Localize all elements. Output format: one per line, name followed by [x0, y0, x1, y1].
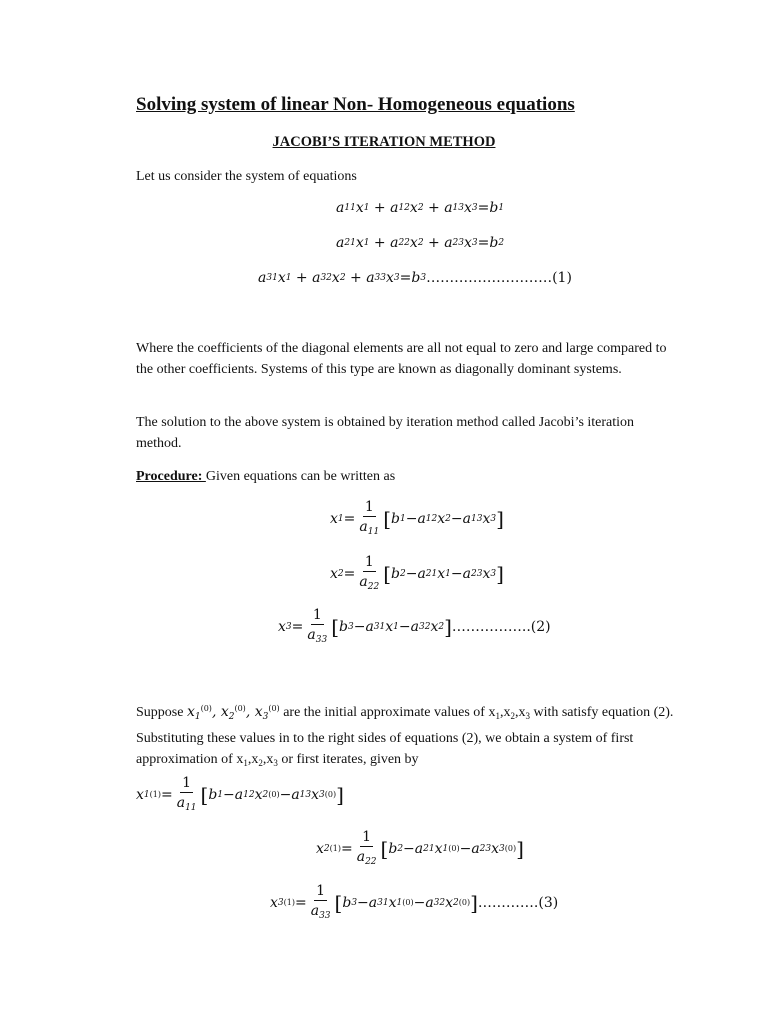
fraction-numerator: 1	[182, 775, 192, 791]
fraction-numerator: 1	[312, 607, 322, 623]
equation-x3: x 3 = $\frac{1}{a_{33}}$ [ b 3 − a 31 x 1 − a 32 x 2 ] ……………..(2)	[278, 607, 551, 645]
procedure-line	[136, 466, 676, 487]
suppose-rest: are the initial approximate values of	[279, 705, 489, 720]
paragraph-suppose: Suppose $x_1^{(0)}$, $x_2^{(0)}$, $x_3^{(0)}$ are the initial approximate values of $x_1,x_2,x_3$ with satisfy equation (2). Substituting these values in to the right sides of equations (2), we obtain a system of first approximation of $x_1,x_2,x_3$ or first iterates, given by	[136, 704, 674, 768]
fraction-numerator: 1	[362, 829, 372, 845]
suppose-tail: with satisfy equation (2). Substituting these values in to the right sides of equations (2), we obtain a system of first approximation of	[136, 705, 674, 767]
equation-x3-first-iterate: x 3 (1) = $\frac{1}{a_{33}}$ [ b 3 − a 31 x 1 (0) − a 32 x 2 (0) ] ………….(3)	[270, 883, 559, 921]
fraction-numerator: 1	[364, 499, 374, 515]
procedure-label: Procedure:	[136, 469, 206, 484]
equation-x2-first-iterate: x 2 (1) = $\frac{1}{a_{22}}$ [ b 2 − a 21 x 1 (0) − a 23 x 3 (0) ]	[316, 829, 524, 867]
suppose-end: or first iterates, given by	[277, 752, 419, 767]
equation-row-2: a 21 x 1 + a 22 x 2 + a 23 x 3 = b 2	[336, 235, 505, 251]
document-subtitle: JACOBI’S ITERATION METHOD	[272, 134, 496, 150]
equation-x1-first-iterate: x 1 (1) = $\frac{1}{a_{11}}$ [ b 1 − a 12 x 2 (0) − a 13 x 3 (0) ]	[136, 775, 344, 813]
equation-3-label: ………….(3)	[477, 894, 559, 911]
procedure-text: Given equations can be written as	[205, 469, 396, 484]
fraction-numerator: 1	[316, 883, 326, 899]
equation-x1: x 1 = $\frac{1}{a_{11}}$ [ b 1 − a 12 x 2 − a 13 x 3 ]	[330, 499, 504, 537]
equation-row-1: a 11 x 1 + a 12 x 2 + a 13 x 3 = b 1	[336, 200, 505, 216]
paragraph-diagonal: Where the coefficients of the diagonal elements are all not equal to zero and large compared to the other coefficients. Systems of this type are known as diagonally dominant systems.	[136, 341, 667, 377]
equation-row-3: a 31 x 1 + a 32 x 2 + a 33 x 3 = b 3 ………………………(1)	[258, 270, 572, 286]
intro-text: Let us consider the system of equations	[136, 169, 357, 184]
paragraph-solution: The solution to the above system is obtained by iteration method called Jacobi’s iteration method.	[136, 415, 635, 451]
equation-1-label: ………………………(1)	[426, 270, 572, 286]
equation-2-label: ……………..(2)	[451, 618, 551, 635]
equation-x2: x 2 = $\frac{1}{a_{22}}$ [ b 2 − a 21 x 1 − a 23 x 3 ]	[330, 554, 504, 592]
suppose-prefix: Suppose	[136, 705, 187, 720]
fraction-numerator: 1	[364, 554, 374, 570]
document-title: Solving system of linear Non- Homogeneous equations	[136, 94, 575, 115]
